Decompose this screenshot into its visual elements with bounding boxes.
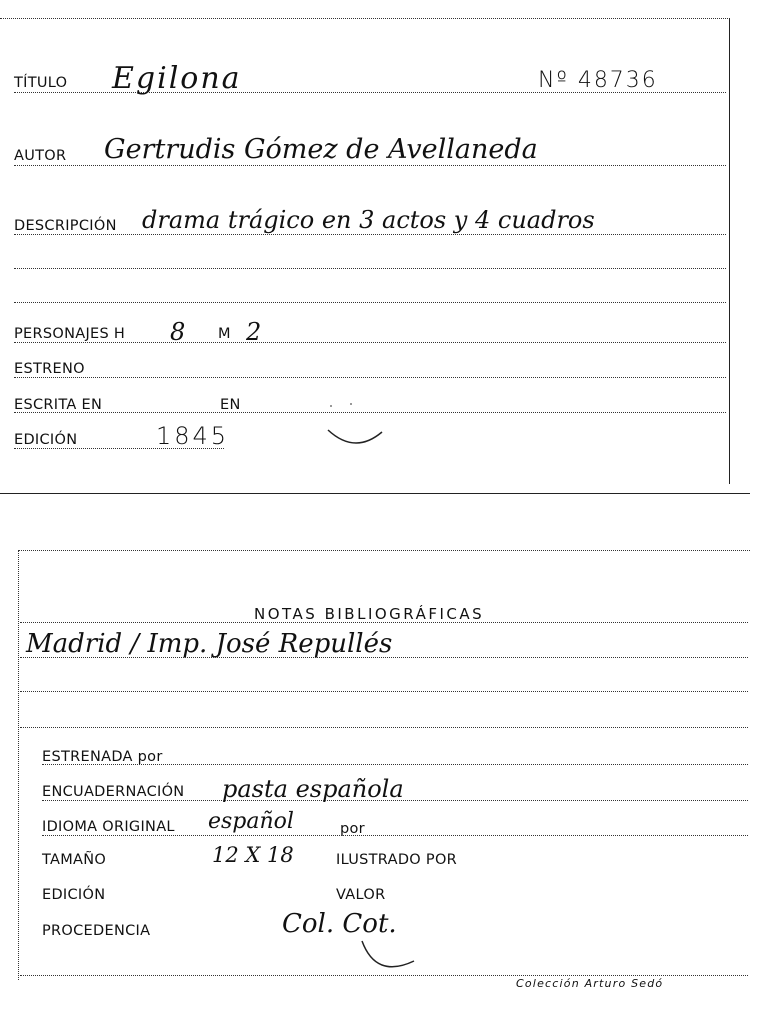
notas-title: NOTAS BIBLIOGRÁFICAS <box>254 605 485 623</box>
procedencia-value: Col. Cot. <box>282 909 397 939</box>
left-border-2 <box>18 550 19 980</box>
descripcion-line-1 <box>14 234 726 235</box>
idioma-line <box>42 835 748 836</box>
estrenada-line <box>42 764 748 765</box>
card-cut-line <box>0 493 750 494</box>
titulo-label: TÍTULO <box>14 75 68 91</box>
estrenada-label: ESTRENADA por <box>42 749 163 765</box>
notas-line-3 <box>20 691 748 692</box>
stamp-arc-icon <box>356 911 426 981</box>
valor-label: VALOR <box>336 887 386 903</box>
autor-label: AUTOR <box>14 148 67 164</box>
notas-line-2 <box>20 657 748 658</box>
estreno-line <box>14 377 726 378</box>
stamp-arc-icon <box>320 400 390 450</box>
notas-line-1 <box>20 622 748 623</box>
estreno-label: ESTRENO <box>14 361 85 377</box>
idioma-label: IDIOMA ORIGINAL <box>42 819 175 835</box>
top-edge <box>0 18 730 19</box>
titulo-value: Egilona <box>112 61 242 96</box>
catalog-card-top <box>0 0 759 495</box>
personajes-m-label: M <box>218 326 231 342</box>
personajes-h-value: 8 <box>170 318 186 346</box>
personajes-line <box>14 342 726 343</box>
titulo-line <box>14 92 726 93</box>
edicion-label-2: EDICIÓN <box>42 887 106 903</box>
notas-value: Madrid / Imp. José Repullés <box>26 629 393 659</box>
tamano-label: TAMAÑO <box>42 852 107 868</box>
descripcion-line-3 <box>14 302 726 303</box>
top-edge-2 <box>18 550 750 551</box>
encuadernacion-label: ENCUADERNACIÓN <box>42 784 185 800</box>
personajes-label: PERSONAJES H <box>14 326 126 342</box>
idioma-value: español <box>208 809 294 834</box>
descripcion-label: DESCRIPCIÓN <box>14 218 117 234</box>
idioma-por-label: por <box>340 821 365 837</box>
numero-registro: Nº 48736 <box>538 68 658 93</box>
autor-line <box>14 165 726 166</box>
escrita-label: ESCRITA EN <box>14 397 103 413</box>
notas-line-4 <box>20 727 748 728</box>
procedencia-label: PROCEDENCIA <box>42 923 151 939</box>
ilustrado-label: ILUSTRADO POR <box>336 852 458 868</box>
edicion-value: 1845 <box>156 422 230 450</box>
encuadernacion-value: pasta española <box>222 775 404 803</box>
escrita-en-label: EN <box>220 397 241 413</box>
right-border <box>729 18 730 484</box>
tamano-value: 12 X 18 <box>212 843 294 867</box>
autor-value: Gertrudis Gómez de Avellaneda <box>104 134 538 165</box>
edicion-line <box>14 448 224 449</box>
personajes-m-value: 2 <box>246 318 262 346</box>
edicion-label: EDICIÓN <box>14 432 78 448</box>
descripcion-line-2 <box>14 268 726 269</box>
collection-credit: Colección Arturo Sedó <box>516 977 664 990</box>
encuadernacion-line <box>42 800 748 801</box>
catalog-card-bottom <box>0 545 759 1028</box>
descripcion-value: drama trágico en 3 actos y 4 cuadros <box>142 206 595 234</box>
